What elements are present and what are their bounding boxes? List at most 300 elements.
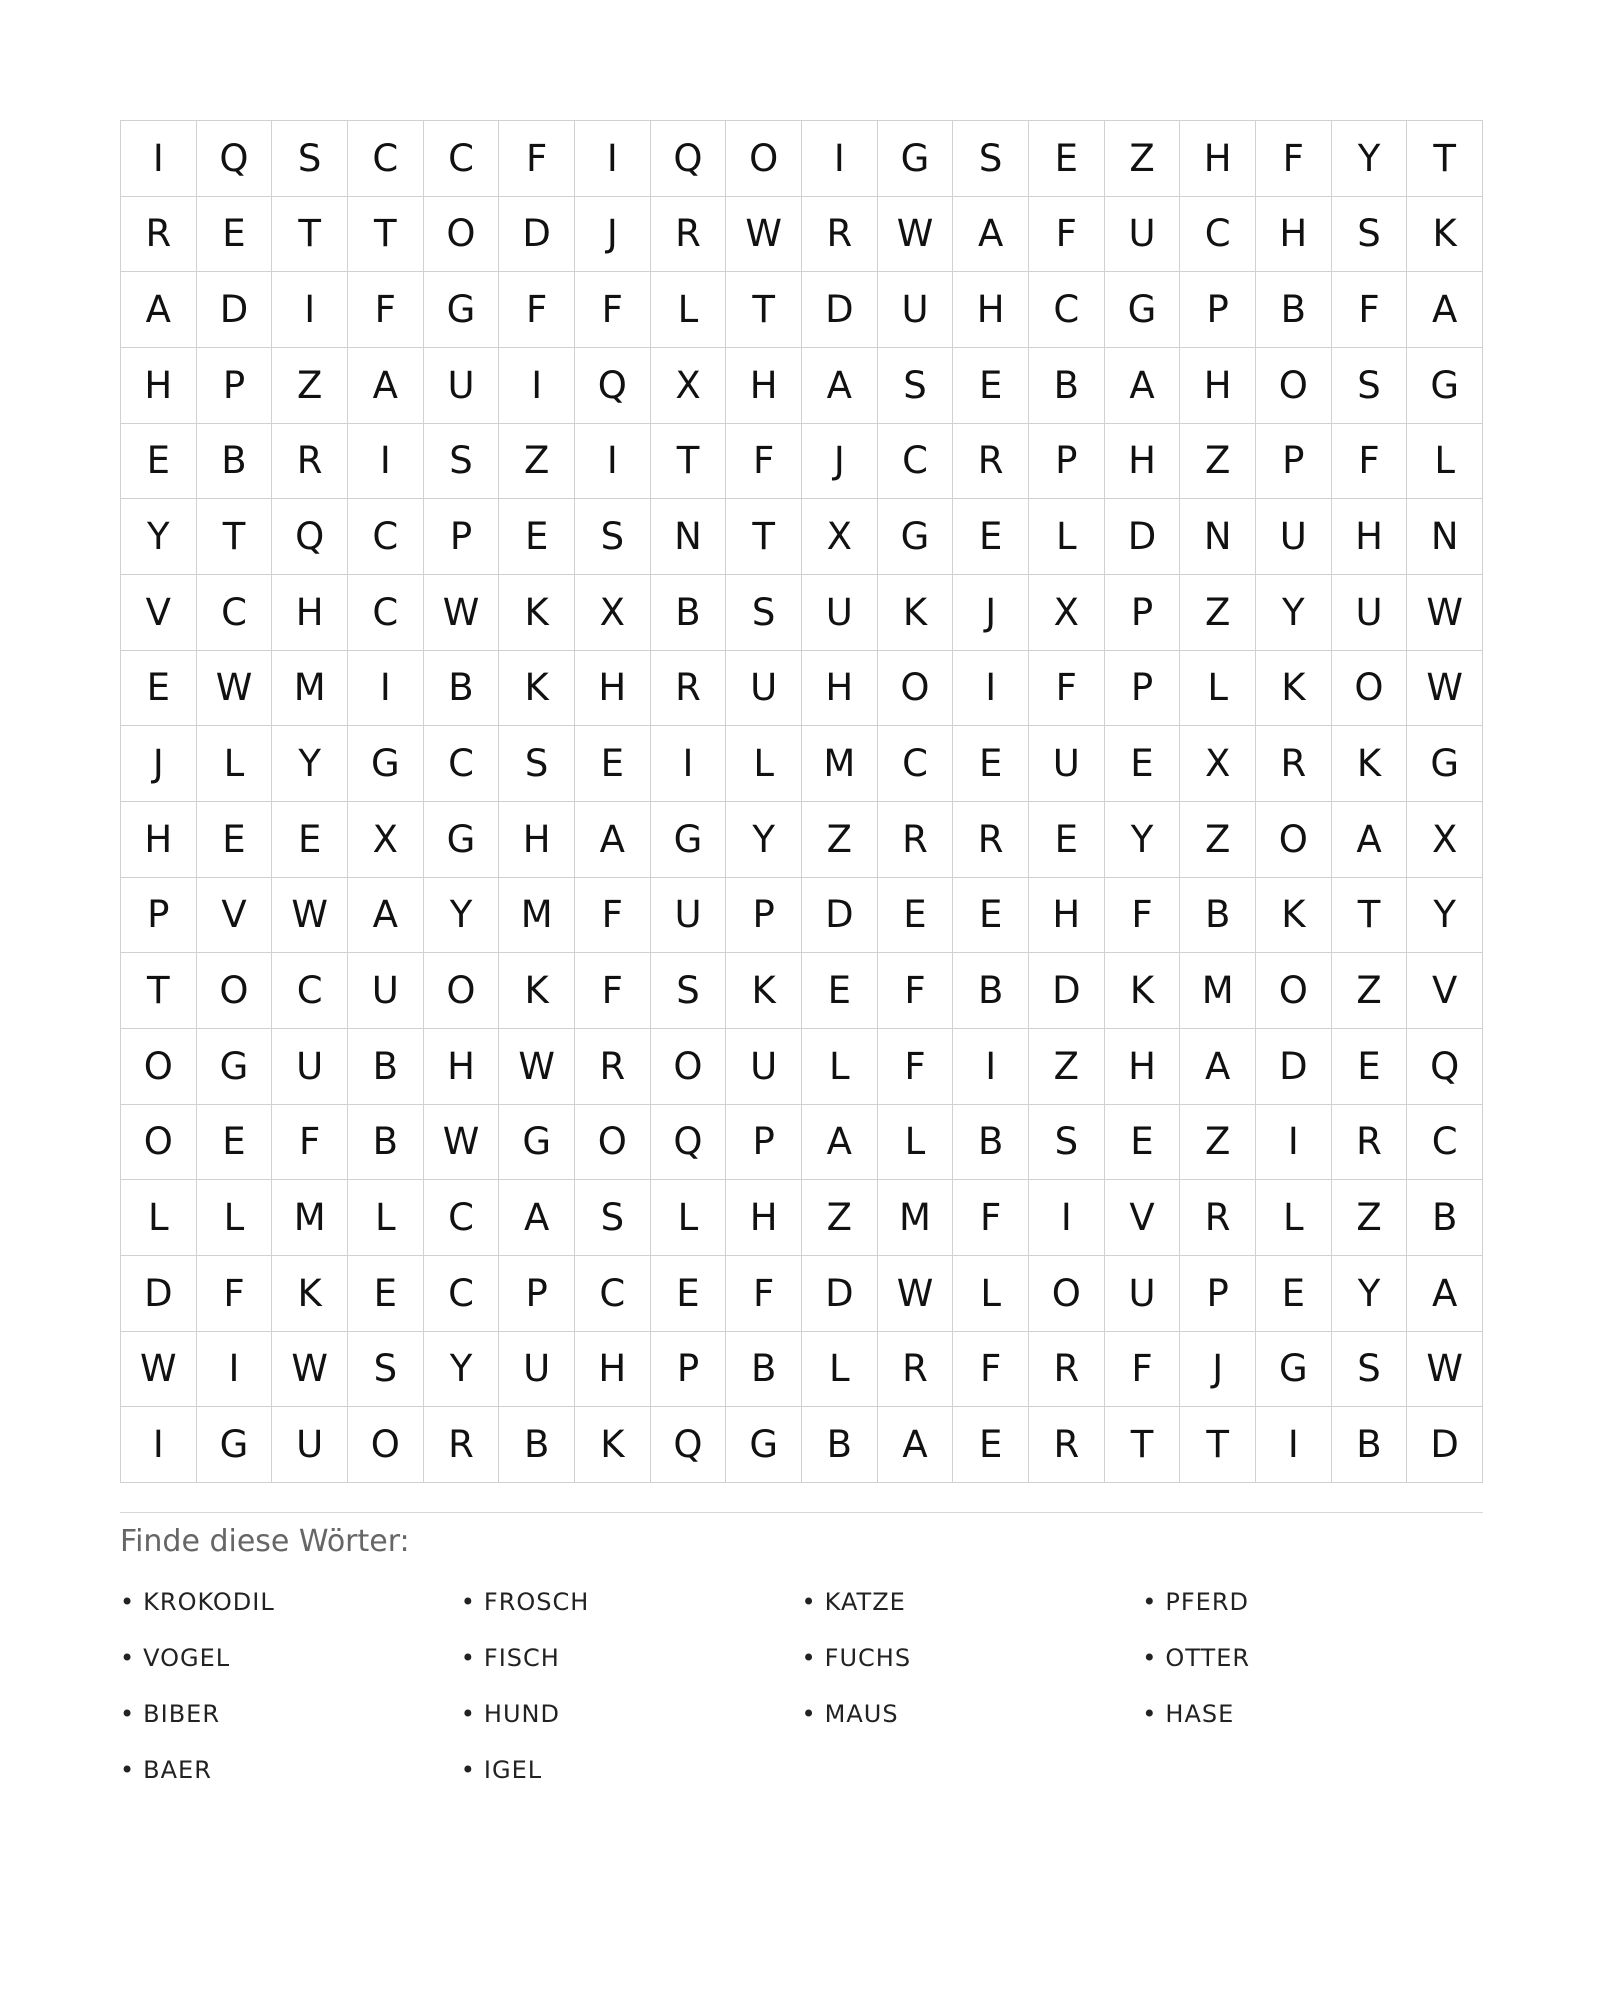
grid-cell[interactable]: R: [878, 802, 954, 878]
grid-cell[interactable]: H: [802, 651, 878, 727]
grid-cell[interactable]: J: [1180, 1332, 1256, 1408]
grid-cell[interactable]: F: [575, 878, 651, 954]
grid-cell[interactable]: G: [424, 802, 500, 878]
grid-cell[interactable]: T: [121, 953, 197, 1029]
grid-cell[interactable]: H: [575, 651, 651, 727]
grid-cell[interactable]: X: [802, 499, 878, 575]
grid-cell[interactable]: L: [197, 1180, 273, 1256]
grid-cell[interactable]: K: [1105, 953, 1181, 1029]
grid-cell[interactable]: C: [424, 1256, 500, 1332]
grid-cell[interactable]: K: [1256, 651, 1332, 727]
grid-cell[interactable]: T: [1180, 1407, 1256, 1483]
grid-cell[interactable]: T: [726, 499, 802, 575]
grid-cell[interactable]: E: [1105, 1105, 1181, 1181]
grid-cell[interactable]: P: [499, 1256, 575, 1332]
grid-cell[interactable]: J: [121, 726, 197, 802]
grid-cell[interactable]: I: [651, 726, 727, 802]
grid-cell[interactable]: X: [575, 575, 651, 651]
grid-cell[interactable]: J: [953, 575, 1029, 651]
grid-cell[interactable]: K: [272, 1256, 348, 1332]
grid-cell[interactable]: D: [802, 272, 878, 348]
grid-cell[interactable]: S: [575, 499, 651, 575]
grid-cell[interactable]: F: [1105, 1332, 1181, 1408]
grid-cell[interactable]: E: [953, 878, 1029, 954]
grid-cell[interactable]: Y: [1332, 121, 1408, 197]
grid-cell[interactable]: O: [1256, 953, 1332, 1029]
grid-cell[interactable]: D: [1029, 953, 1105, 1029]
grid-cell[interactable]: R: [424, 1407, 500, 1483]
grid-cell[interactable]: F: [575, 953, 651, 1029]
grid-cell[interactable]: B: [1029, 348, 1105, 424]
grid-cell[interactable]: Y: [121, 499, 197, 575]
grid-cell[interactable]: U: [726, 1029, 802, 1105]
grid-cell[interactable]: T: [197, 499, 273, 575]
grid-cell[interactable]: L: [802, 1332, 878, 1408]
grid-cell[interactable]: E: [272, 802, 348, 878]
grid-cell[interactable]: Q: [651, 1407, 727, 1483]
grid-cell[interactable]: B: [953, 1105, 1029, 1181]
grid-cell[interactable]: G: [197, 1029, 273, 1105]
grid-cell[interactable]: A: [575, 802, 651, 878]
grid-cell[interactable]: I: [802, 121, 878, 197]
grid-cell[interactable]: E: [651, 1256, 727, 1332]
grid-cell[interactable]: V: [1105, 1180, 1181, 1256]
grid-cell[interactable]: E: [575, 726, 651, 802]
grid-cell[interactable]: U: [499, 1332, 575, 1408]
grid-cell[interactable]: O: [121, 1029, 197, 1105]
grid-cell[interactable]: T: [651, 424, 727, 500]
grid-cell[interactable]: F: [726, 424, 802, 500]
grid-cell[interactable]: I: [953, 1029, 1029, 1105]
grid-cell[interactable]: H: [726, 348, 802, 424]
grid-cell[interactable]: Q: [272, 499, 348, 575]
grid-cell[interactable]: T: [272, 197, 348, 273]
grid-cell[interactable]: Q: [197, 121, 273, 197]
grid-cell[interactable]: W: [197, 651, 273, 727]
grid-cell[interactable]: Q: [651, 1105, 727, 1181]
grid-cell[interactable]: P: [1105, 575, 1181, 651]
grid-cell[interactable]: F: [1029, 197, 1105, 273]
grid-cell[interactable]: Y: [272, 726, 348, 802]
grid-cell[interactable]: R: [1332, 1105, 1408, 1181]
grid-cell[interactable]: A: [121, 272, 197, 348]
grid-cell[interactable]: B: [348, 1029, 424, 1105]
grid-cell[interactable]: P: [1029, 424, 1105, 500]
grid-cell[interactable]: K: [1407, 197, 1483, 273]
grid-cell[interactable]: K: [726, 953, 802, 1029]
grid-cell[interactable]: S: [499, 726, 575, 802]
grid-cell[interactable]: E: [197, 197, 273, 273]
grid-cell[interactable]: L: [1180, 651, 1256, 727]
grid-cell[interactable]: Z: [1332, 1180, 1408, 1256]
grid-cell[interactable]: S: [1332, 1332, 1408, 1408]
grid-cell[interactable]: O: [651, 1029, 727, 1105]
grid-cell[interactable]: A: [953, 197, 1029, 273]
grid-cell[interactable]: C: [878, 726, 954, 802]
grid-cell[interactable]: E: [499, 499, 575, 575]
grid-cell[interactable]: H: [1332, 499, 1408, 575]
grid-cell[interactable]: U: [1256, 499, 1332, 575]
grid-cell[interactable]: E: [802, 953, 878, 1029]
grid-cell[interactable]: R: [1180, 1180, 1256, 1256]
grid-cell[interactable]: T: [726, 272, 802, 348]
grid-cell[interactable]: S: [726, 575, 802, 651]
grid-cell[interactable]: R: [651, 197, 727, 273]
grid-cell[interactable]: O: [1029, 1256, 1105, 1332]
grid-cell[interactable]: W: [499, 1029, 575, 1105]
grid-cell[interactable]: G: [1256, 1332, 1332, 1408]
grid-cell[interactable]: Z: [1180, 802, 1256, 878]
grid-cell[interactable]: U: [272, 1029, 348, 1105]
grid-cell[interactable]: J: [802, 424, 878, 500]
grid-cell[interactable]: O: [424, 197, 500, 273]
grid-cell[interactable]: W: [424, 575, 500, 651]
grid-cell[interactable]: Q: [575, 348, 651, 424]
grid-cell[interactable]: D: [1407, 1407, 1483, 1483]
grid-cell[interactable]: D: [197, 272, 273, 348]
grid-cell[interactable]: I: [1256, 1407, 1332, 1483]
grid-cell[interactable]: H: [1029, 878, 1105, 954]
grid-cell[interactable]: Y: [726, 802, 802, 878]
grid-cell[interactable]: H: [121, 802, 197, 878]
grid-cell[interactable]: U: [424, 348, 500, 424]
grid-cell[interactable]: O: [878, 651, 954, 727]
grid-cell[interactable]: I: [575, 121, 651, 197]
grid-cell[interactable]: U: [348, 953, 424, 1029]
grid-cell[interactable]: W: [1407, 1332, 1483, 1408]
grid-cell[interactable]: O: [121, 1105, 197, 1181]
grid-cell[interactable]: F: [878, 953, 954, 1029]
grid-cell[interactable]: F: [878, 1029, 954, 1105]
grid-cell[interactable]: F: [575, 272, 651, 348]
grid-cell[interactable]: M: [272, 651, 348, 727]
grid-cell[interactable]: I: [953, 651, 1029, 727]
grid-cell[interactable]: A: [348, 348, 424, 424]
grid-cell[interactable]: A: [499, 1180, 575, 1256]
grid-cell[interactable]: C: [272, 953, 348, 1029]
grid-cell[interactable]: R: [272, 424, 348, 500]
grid-cell[interactable]: L: [1407, 424, 1483, 500]
grid-cell[interactable]: R: [121, 197, 197, 273]
grid-cell[interactable]: E: [953, 499, 1029, 575]
grid-cell[interactable]: P: [1256, 424, 1332, 500]
grid-cell[interactable]: H: [726, 1180, 802, 1256]
grid-cell[interactable]: C: [348, 499, 424, 575]
grid-cell[interactable]: H: [953, 272, 1029, 348]
grid-cell[interactable]: W: [878, 1256, 954, 1332]
grid-cell[interactable]: Y: [1105, 802, 1181, 878]
grid-cell[interactable]: N: [1180, 499, 1256, 575]
grid-cell[interactable]: U: [802, 575, 878, 651]
grid-cell[interactable]: N: [1407, 499, 1483, 575]
grid-cell[interactable]: M: [499, 878, 575, 954]
grid-cell[interactable]: E: [1029, 802, 1105, 878]
grid-cell[interactable]: I: [1029, 1180, 1105, 1256]
grid-cell[interactable]: D: [1105, 499, 1181, 575]
grid-cell[interactable]: L: [651, 1180, 727, 1256]
grid-cell[interactable]: B: [348, 1105, 424, 1181]
grid-cell[interactable]: P: [197, 348, 273, 424]
grid-cell[interactable]: G: [651, 802, 727, 878]
grid-cell[interactable]: I: [348, 651, 424, 727]
grid-cell[interactable]: I: [121, 1407, 197, 1483]
grid-cell[interactable]: U: [1105, 1256, 1181, 1332]
grid-cell[interactable]: E: [953, 348, 1029, 424]
grid-cell[interactable]: L: [953, 1256, 1029, 1332]
grid-cell[interactable]: A: [348, 878, 424, 954]
grid-cell[interactable]: L: [1256, 1180, 1332, 1256]
grid-cell[interactable]: C: [1180, 197, 1256, 273]
grid-cell[interactable]: R: [953, 424, 1029, 500]
grid-cell[interactable]: C: [424, 121, 500, 197]
grid-cell[interactable]: T: [348, 197, 424, 273]
grid-cell[interactable]: F: [499, 121, 575, 197]
grid-cell[interactable]: R: [953, 802, 1029, 878]
grid-cell[interactable]: G: [1105, 272, 1181, 348]
grid-cell[interactable]: E: [878, 878, 954, 954]
grid-cell[interactable]: D: [802, 1256, 878, 1332]
grid-cell[interactable]: S: [575, 1180, 651, 1256]
grid-cell[interactable]: F: [1256, 121, 1332, 197]
grid-cell[interactable]: O: [197, 953, 273, 1029]
grid-cell[interactable]: B: [726, 1332, 802, 1408]
grid-cell[interactable]: R: [878, 1332, 954, 1408]
grid-cell[interactable]: R: [1029, 1332, 1105, 1408]
grid-cell[interactable]: G: [878, 121, 954, 197]
grid-cell[interactable]: W: [1407, 651, 1483, 727]
grid-cell[interactable]: P: [1105, 651, 1181, 727]
grid-cell[interactable]: A: [878, 1407, 954, 1483]
grid-cell[interactable]: C: [197, 575, 273, 651]
grid-cell[interactable]: H: [121, 348, 197, 424]
grid-cell[interactable]: S: [878, 348, 954, 424]
grid-cell[interactable]: B: [953, 953, 1029, 1029]
grid-cell[interactable]: V: [1407, 953, 1483, 1029]
grid-cell[interactable]: X: [1029, 575, 1105, 651]
grid-cell[interactable]: U: [878, 272, 954, 348]
grid-cell[interactable]: L: [651, 272, 727, 348]
grid-cell[interactable]: G: [499, 1105, 575, 1181]
grid-cell[interactable]: F: [272, 1105, 348, 1181]
grid-cell[interactable]: H: [499, 802, 575, 878]
grid-cell[interactable]: F: [1332, 272, 1408, 348]
grid-cell[interactable]: O: [726, 121, 802, 197]
grid-cell[interactable]: H: [1105, 424, 1181, 500]
grid-cell[interactable]: W: [424, 1105, 500, 1181]
grid-cell[interactable]: B: [499, 1407, 575, 1483]
grid-cell[interactable]: C: [575, 1256, 651, 1332]
grid-cell[interactable]: B: [1180, 878, 1256, 954]
grid-cell[interactable]: S: [1332, 348, 1408, 424]
grid-cell[interactable]: W: [272, 878, 348, 954]
grid-cell[interactable]: H: [575, 1332, 651, 1408]
grid-cell[interactable]: G: [878, 499, 954, 575]
grid-cell[interactable]: O: [348, 1407, 424, 1483]
grid-cell[interactable]: I: [197, 1332, 273, 1408]
grid-cell[interactable]: W: [1407, 575, 1483, 651]
grid-cell[interactable]: N: [651, 499, 727, 575]
grid-cell[interactable]: A: [802, 348, 878, 424]
grid-cell[interactable]: E: [1029, 121, 1105, 197]
grid-cell[interactable]: F: [1029, 651, 1105, 727]
grid-cell[interactable]: U: [651, 878, 727, 954]
grid-cell[interactable]: S: [1332, 197, 1408, 273]
grid-cell[interactable]: Z: [1180, 1105, 1256, 1181]
grid-cell[interactable]: D: [1256, 1029, 1332, 1105]
grid-cell[interactable]: S: [272, 121, 348, 197]
grid-cell[interactable]: C: [348, 575, 424, 651]
grid-cell[interactable]: G: [348, 726, 424, 802]
grid-cell[interactable]: I: [348, 424, 424, 500]
grid-cell[interactable]: S: [424, 424, 500, 500]
grid-cell[interactable]: G: [1407, 348, 1483, 424]
grid-cell[interactable]: H: [424, 1029, 500, 1105]
grid-cell[interactable]: F: [197, 1256, 273, 1332]
grid-cell[interactable]: S: [953, 121, 1029, 197]
grid-cell[interactable]: L: [121, 1180, 197, 1256]
grid-cell[interactable]: I: [1256, 1105, 1332, 1181]
grid-cell[interactable]: F: [953, 1332, 1029, 1408]
grid-cell[interactable]: W: [121, 1332, 197, 1408]
grid-cell[interactable]: A: [1180, 1029, 1256, 1105]
grid-cell[interactable]: X: [348, 802, 424, 878]
grid-cell[interactable]: L: [197, 726, 273, 802]
grid-cell[interactable]: E: [953, 726, 1029, 802]
grid-cell[interactable]: E: [348, 1256, 424, 1332]
grid-cell[interactable]: B: [1332, 1407, 1408, 1483]
grid-cell[interactable]: E: [197, 1105, 273, 1181]
grid-cell[interactable]: A: [1332, 802, 1408, 878]
grid-cell[interactable]: H: [1256, 197, 1332, 273]
grid-cell[interactable]: B: [197, 424, 273, 500]
grid-cell[interactable]: K: [499, 953, 575, 1029]
grid-cell[interactable]: T: [1407, 121, 1483, 197]
grid-cell[interactable]: K: [1332, 726, 1408, 802]
grid-cell[interactable]: M: [802, 726, 878, 802]
grid-cell[interactable]: C: [424, 1180, 500, 1256]
grid-cell[interactable]: G: [424, 272, 500, 348]
grid-cell[interactable]: O: [424, 953, 500, 1029]
grid-cell[interactable]: G: [726, 1407, 802, 1483]
grid-cell[interactable]: I: [121, 121, 197, 197]
grid-cell[interactable]: F: [1332, 424, 1408, 500]
grid-cell[interactable]: K: [1256, 878, 1332, 954]
grid-cell[interactable]: Z: [1332, 953, 1408, 1029]
grid-cell[interactable]: U: [1029, 726, 1105, 802]
grid-cell[interactable]: C: [424, 726, 500, 802]
grid-cell[interactable]: L: [878, 1105, 954, 1181]
grid-cell[interactable]: Z: [1105, 121, 1181, 197]
grid-cell[interactable]: S: [1029, 1105, 1105, 1181]
grid-cell[interactable]: Y: [1407, 878, 1483, 954]
grid-cell[interactable]: P: [726, 878, 802, 954]
grid-cell[interactable]: E: [1256, 1256, 1332, 1332]
grid-cell[interactable]: I: [272, 272, 348, 348]
grid-cell[interactable]: O: [575, 1105, 651, 1181]
grid-cell[interactable]: Z: [499, 424, 575, 500]
grid-cell[interactable]: A: [1407, 1256, 1483, 1332]
grid-cell[interactable]: O: [1256, 348, 1332, 424]
grid-cell[interactable]: C: [1407, 1105, 1483, 1181]
grid-cell[interactable]: W: [878, 197, 954, 273]
grid-cell[interactable]: A: [1407, 272, 1483, 348]
grid-cell[interactable]: K: [575, 1407, 651, 1483]
grid-cell[interactable]: Y: [424, 878, 500, 954]
grid-cell[interactable]: Z: [802, 802, 878, 878]
grid-cell[interactable]: U: [1105, 197, 1181, 273]
grid-cell[interactable]: W: [726, 197, 802, 273]
grid-cell[interactable]: S: [651, 953, 727, 1029]
grid-cell[interactable]: E: [121, 651, 197, 727]
grid-cell[interactable]: X: [1180, 726, 1256, 802]
grid-cell[interactable]: Z: [802, 1180, 878, 1256]
grid-cell[interactable]: B: [651, 575, 727, 651]
grid-cell[interactable]: P: [726, 1105, 802, 1181]
grid-cell[interactable]: S: [348, 1332, 424, 1408]
grid-cell[interactable]: R: [1029, 1407, 1105, 1483]
grid-cell[interactable]: H: [272, 575, 348, 651]
grid-cell[interactable]: L: [1029, 499, 1105, 575]
grid-cell[interactable]: H: [1180, 121, 1256, 197]
grid-cell[interactable]: K: [878, 575, 954, 651]
grid-cell[interactable]: L: [802, 1029, 878, 1105]
grid-cell[interactable]: P: [1180, 272, 1256, 348]
grid-cell[interactable]: O: [1256, 802, 1332, 878]
grid-cell[interactable]: W: [272, 1332, 348, 1408]
grid-cell[interactable]: R: [1256, 726, 1332, 802]
grid-cell[interactable]: E: [1332, 1029, 1408, 1105]
grid-cell[interactable]: R: [575, 1029, 651, 1105]
grid-cell[interactable]: U: [1332, 575, 1408, 651]
grid-cell[interactable]: Z: [1180, 424, 1256, 500]
grid-cell[interactable]: G: [197, 1407, 273, 1483]
grid-cell[interactable]: D: [802, 878, 878, 954]
grid-cell[interactable]: T: [1105, 1407, 1181, 1483]
grid-cell[interactable]: E: [197, 802, 273, 878]
grid-cell[interactable]: C: [1029, 272, 1105, 348]
grid-cell[interactable]: E: [121, 424, 197, 500]
grid-cell[interactable]: X: [651, 348, 727, 424]
grid-cell[interactable]: B: [802, 1407, 878, 1483]
grid-cell[interactable]: F: [953, 1180, 1029, 1256]
grid-cell[interactable]: Y: [1256, 575, 1332, 651]
grid-cell[interactable]: A: [802, 1105, 878, 1181]
grid-cell[interactable]: L: [726, 726, 802, 802]
grid-cell[interactable]: F: [499, 272, 575, 348]
grid-cell[interactable]: V: [121, 575, 197, 651]
grid-cell[interactable]: I: [499, 348, 575, 424]
grid-cell[interactable]: U: [726, 651, 802, 727]
grid-cell[interactable]: T: [1332, 878, 1408, 954]
grid-cell[interactable]: B: [1407, 1180, 1483, 1256]
grid-cell[interactable]: Y: [424, 1332, 500, 1408]
grid-cell[interactable]: M: [1180, 953, 1256, 1029]
grid-cell[interactable]: X: [1407, 802, 1483, 878]
grid-cell[interactable]: B: [1256, 272, 1332, 348]
grid-cell[interactable]: H: [1105, 1029, 1181, 1105]
grid-cell[interactable]: M: [878, 1180, 954, 1256]
grid-cell[interactable]: E: [1105, 726, 1181, 802]
grid-cell[interactable]: Q: [1407, 1029, 1483, 1105]
grid-cell[interactable]: Z: [272, 348, 348, 424]
grid-cell[interactable]: M: [272, 1180, 348, 1256]
grid-cell[interactable]: J: [575, 197, 651, 273]
grid-cell[interactable]: U: [272, 1407, 348, 1483]
grid-cell[interactable]: R: [651, 651, 727, 727]
grid-cell[interactable]: D: [499, 197, 575, 273]
grid-cell[interactable]: F: [1105, 878, 1181, 954]
grid-cell[interactable]: Z: [1180, 575, 1256, 651]
